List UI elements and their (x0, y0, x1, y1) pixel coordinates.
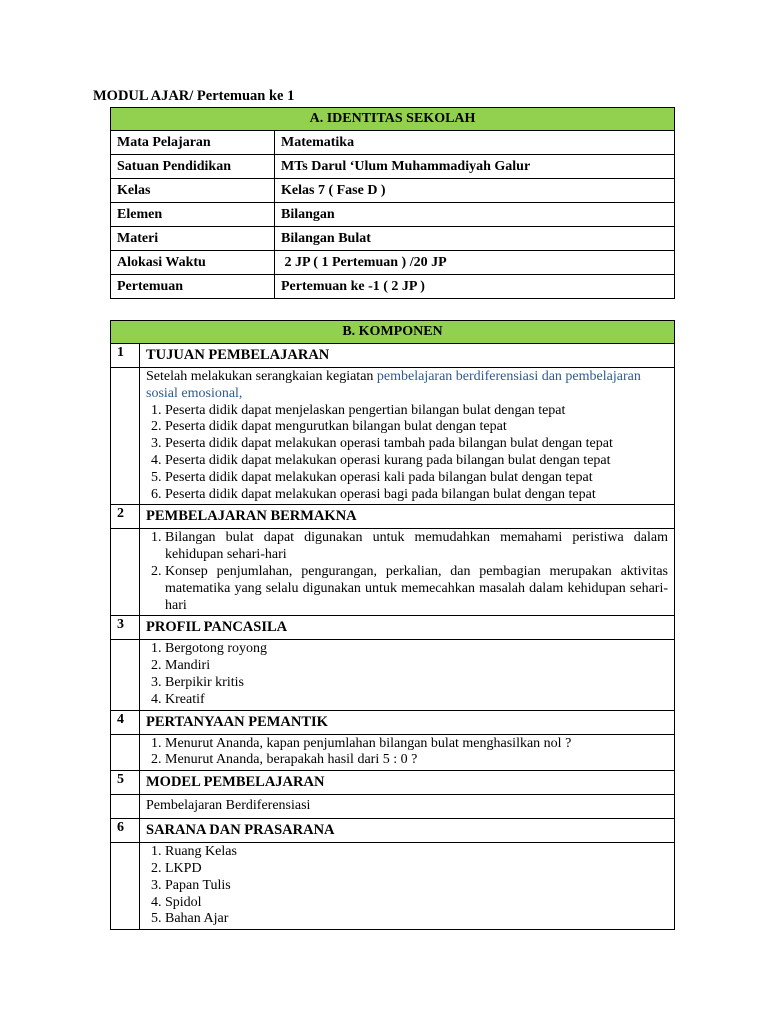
section-number: 1 (111, 344, 140, 368)
list-item: 6. Peserta didik dapat melakukan operasi bagi pada bilangan bulat dengan tepat (165, 487, 668, 504)
empty-cell (111, 368, 140, 505)
pemantik-list (146, 736, 668, 770)
list-item: 2. Menurut Ananda, berapakah hasil dari 5 : 0 ? (165, 752, 668, 769)
empty-cell (111, 640, 140, 710)
list-item: 1. Bilangan bulat dapat digunakan untuk memudahkan memahami peristiwa dalam kehidupan sehari-hari (165, 530, 668, 564)
tujuan-content (140, 368, 675, 505)
identitas-row (111, 251, 675, 275)
identitas-value: Matematika (275, 131, 675, 155)
tujuan-list (146, 403, 668, 504)
list-item: 3. Peserta didik dapat melakukan operasi tambah pada bilangan bulat dengan tepat (165, 436, 668, 453)
list-item: 3. Berpikir kritis (165, 675, 668, 692)
list-item: 5. Peserta didik dapat melakukan operasi kali pada bilangan bulat dengan tepat (165, 470, 668, 487)
list-item: 3. Papan Tulis (165, 878, 668, 895)
list-item: 1. Menurut Ananda, kapan penjumlahan bilangan bulat menghasilkan nol ? (165, 736, 668, 753)
identitas-row (111, 275, 675, 299)
pemantik-content (140, 734, 675, 771)
identitas-value: MTs Darul ‘Ulum Muhammadiyah Galur (275, 155, 675, 179)
identitas-sekolah-table (110, 107, 675, 299)
tujuan-intro-highlight: pembelajaran berdiferensiasi dan pembelajaran sosial emosional, (146, 369, 641, 401)
section-number: 5 (111, 771, 140, 795)
sarana-content (140, 843, 675, 930)
identitas-row (111, 227, 675, 251)
list-item: 4. Kreatif (165, 692, 668, 709)
empty-cell (111, 529, 140, 616)
profil-list (146, 641, 668, 708)
komponen-header: B. KOMPONEN (111, 321, 675, 344)
list-item: 1. Bergotong royong (165, 641, 668, 658)
bermakna-list (146, 530, 668, 614)
identitas-label: Satuan Pendidikan (111, 155, 275, 179)
identitas-row (111, 131, 675, 155)
tujuan-intro: Setelah melakukan serangkaian kegiatan pembelajaran berdiferensiasi dan pembelajaran sosial emosional, (146, 369, 641, 401)
empty-cell (111, 734, 140, 771)
identitas-label: Elemen (111, 203, 275, 227)
section-number: 3 (111, 616, 140, 640)
section-number: 2 (111, 505, 140, 529)
list-item: 2. LKPD (165, 861, 668, 878)
identitas-value: Bilangan (275, 203, 675, 227)
section-title-model: MODEL PEMBELAJARAN (140, 771, 675, 795)
identitas-value: Pertemuan ke -1 ( 2 JP ) (275, 275, 675, 299)
identitas-label: Kelas (111, 179, 275, 203)
list-item: 2. Peserta didik dapat mengurutkan bilangan bulat dengan tepat (165, 419, 668, 436)
identitas-row (111, 179, 675, 203)
bermakna-content (140, 529, 675, 616)
section-title-tujuan: TUJUAN PEMBELAJARAN (140, 344, 675, 368)
identitas-label: Alokasi Waktu (111, 251, 275, 275)
section-title-bermakna: PEMBELAJARAN BERMAKNA (140, 505, 675, 529)
sarana-list (146, 844, 668, 928)
profil-content (140, 640, 675, 710)
identitas-value: Kelas 7 ( Fase D ) (275, 179, 675, 203)
identitas-label: Materi (111, 227, 275, 251)
list-item: 4. Spidol (165, 895, 668, 912)
identitas-header: A. IDENTITAS SEKOLAH (111, 108, 675, 131)
list-item: 1. Peserta didik dapat menjelaskan pengertian bilangan bulat dengan tepat (165, 403, 668, 420)
identitas-value: 2 JP ( 1 Pertemuan ) /20 JP (275, 251, 675, 275)
section-number: 6 (111, 819, 140, 843)
document-title: MODUL AJAR/ Pertemuan ke 1 (93, 88, 295, 104)
list-item: 2. Konsep penjumlahan, pengurangan, perkalian, dan pembagian merupakan aktivitas matematika yang selalu digunakan untuk memecahkan masalah dalam kehidupan sehari-hari (165, 564, 668, 614)
list-item: 1. Ruang Kelas (165, 844, 668, 861)
identitas-row (111, 155, 675, 179)
identitas-label: Mata Pelajaran (111, 131, 275, 155)
identitas-label: Pertemuan (111, 275, 275, 299)
section-title-profil: PROFIL PANCASILA (140, 616, 675, 640)
section-title-pemantik: PERTANYAAN PEMANTIK (140, 710, 675, 734)
komponen-table (110, 320, 675, 930)
identitas-value: Bilangan Bulat (275, 227, 675, 251)
list-item: 2. Mandiri (165, 658, 668, 675)
identitas-row (111, 203, 675, 227)
model-content: Pembelajaran Berdiferensiasi (140, 795, 675, 819)
section-number: 4 (111, 710, 140, 734)
empty-cell (111, 795, 140, 819)
empty-cell (111, 843, 140, 930)
list-item: 4. Peserta didik dapat melakukan operasi kurang pada bilangan bulat dengan tepat (165, 453, 668, 470)
list-item: 5. Bahan Ajar (165, 911, 668, 928)
section-title-sarana: SARANA DAN PRASARANA (140, 819, 675, 843)
